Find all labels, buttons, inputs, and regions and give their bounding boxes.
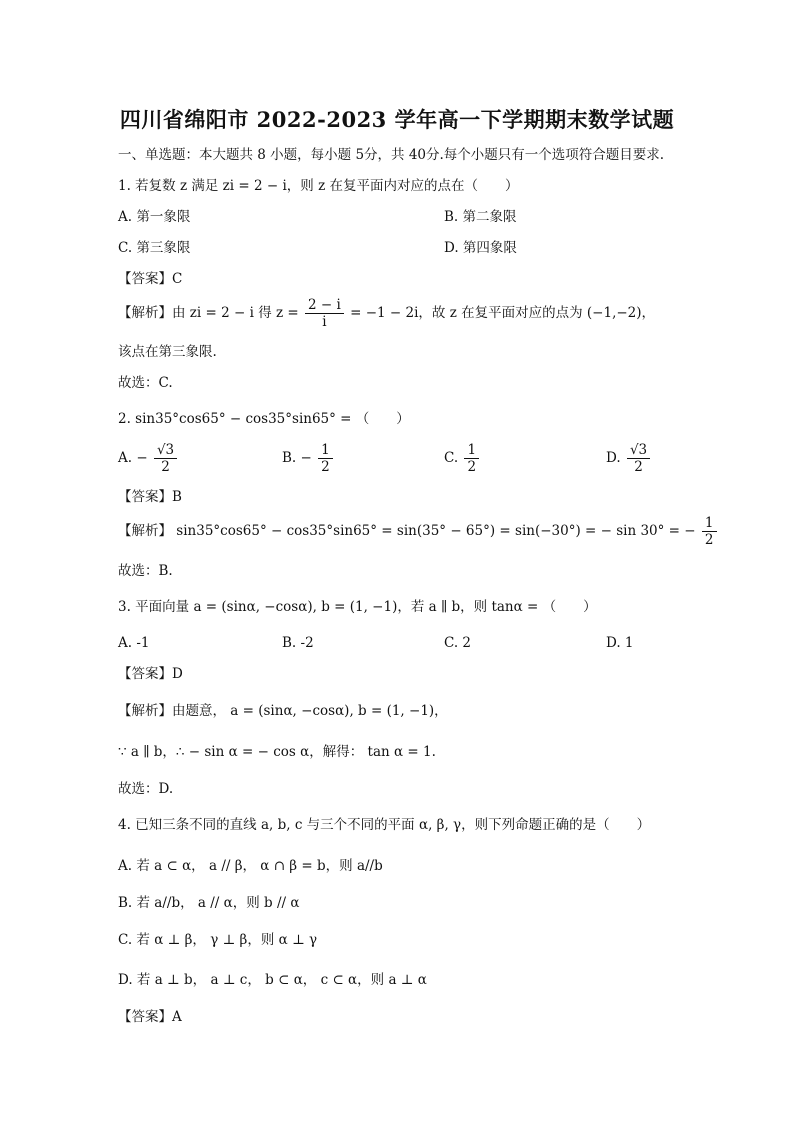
q2-option-b-fraction <box>318 442 333 475</box>
q2-option-c-prefix: C. <box>444 450 459 466</box>
q2-option-d-numerator: √3 <box>627 442 650 459</box>
q4-option-c: C. 若 α ⊥ β， γ ⊥ β，则 α ⊥ γ <box>118 932 318 948</box>
q2-option-d-denominator: 2 <box>634 459 643 475</box>
q1-option-d: D. 第四象限 <box>444 240 517 256</box>
q3-option-d: D. 1 <box>606 635 634 651</box>
q2-option-b-denominator: 2 <box>321 459 330 475</box>
q2-analysis <box>118 514 719 548</box>
q2-option-a-denominator: 2 <box>161 459 170 475</box>
q1-fraction-numerator: 2 − i <box>305 297 344 314</box>
q2-analysis-denominator: 2 <box>704 532 714 548</box>
q1-analysis-prefix: 【解析】由 zi = 2 − i 得 z = <box>118 305 299 321</box>
q2-option-d <box>606 442 652 475</box>
q2-option-b <box>282 442 335 475</box>
q2-option-c <box>444 442 481 475</box>
page-title: 四川省绵阳市 2022-2023 学年高一下学期期末数学试题 <box>119 107 675 132</box>
q3-choose: 故选：D. <box>118 781 174 797</box>
q3-option-a: A. -1 <box>118 635 150 651</box>
q2-answer: 【答案】B <box>118 489 182 505</box>
q3-option-b: B. -2 <box>282 635 314 651</box>
q2-option-d-fraction <box>627 442 650 475</box>
q3-analysis: 【解析】由题意， a = (sinα, −cosα), b = (1, −1)， <box>118 703 448 719</box>
q4-answer: 【答案】A <box>118 1009 182 1025</box>
q2-option-d-prefix: D. <box>606 450 621 466</box>
q2-option-a-prefix: A. − <box>118 450 148 466</box>
q1-fraction-denominator: i <box>322 314 327 330</box>
q1-answer: 【答案】C <box>118 271 183 287</box>
q2-stem: 2. sin35°cos65° − cos35°sin65° = （ ） <box>118 411 410 427</box>
q2-option-c-numerator: 1 <box>464 442 479 459</box>
q1-analysis <box>118 296 655 330</box>
q2-analysis-text: 【解析】 sin35°cos65° − cos35°sin65° = sin(35° − 65°) = sin(−30°) = − sin 30° = − <box>118 523 696 539</box>
q2-analysis-numerator: 1 <box>702 515 717 532</box>
q2-option-a <box>118 442 179 475</box>
q1-choose: 故选：C. <box>118 375 173 391</box>
section-header: 一、单选题：本大题共 8 小题，每小题 5分，共 40分.每个小题只有一个选项符合题目要求. <box>118 147 665 163</box>
q1-option-b: B. 第二象限 <box>444 209 517 225</box>
q4-option-d: D. 若 a ⊥ b， a ⊥ c， b ⊂ α， c ⊂ α，则 a ⊥ α <box>118 972 427 988</box>
q2-choose: 故选：B. <box>118 563 173 579</box>
q3-option-c: C. 2 <box>444 635 472 651</box>
q2-option-b-numerator: 1 <box>318 442 333 459</box>
q1-option-a: A. 第一象限 <box>118 209 191 225</box>
q1-analysis-line2: 该点在第三象限. <box>118 344 217 360</box>
q2-option-b-prefix: B. − <box>282 450 312 466</box>
q3-analysis-line2: ∵ a ∥ b，∴ − sin α = − cos α，解得： tan α = 1. <box>118 744 436 760</box>
q2-analysis-fraction <box>702 515 717 548</box>
q2-option-c-denominator: 2 <box>467 459 477 475</box>
q1-option-c: C. 第三象限 <box>118 240 191 256</box>
q3-answer: 【答案】D <box>118 666 183 682</box>
q4-option-b: B. 若 a//b， a // α，则 b // α <box>118 895 300 911</box>
q1-analysis-fraction <box>305 297 344 330</box>
q1-stem: 1. 若复数 z 满足 zi = 2 − i，则 z 在复平面内对应的点在（ ） <box>118 178 519 194</box>
q4-stem: 4. 已知三条不同的直线 a, b, c 与三个不同的平面 α, β, γ，则下列命题正确的是（ ） <box>118 817 651 833</box>
q2-option-a-numerator: √3 <box>154 442 177 459</box>
q3-stem: 3. 平面向量 a = (sinα, −cosα), b = (1, −1)，若 a ∥ b，则 tanα = （ ） <box>118 599 597 615</box>
q1-analysis-suffix: = −1 − 2i，故 z 在复平面对应的点为 (−1,−2)， <box>350 305 656 321</box>
q2-option-c-fraction <box>464 442 479 475</box>
q2-option-a-fraction <box>154 442 177 475</box>
q4-option-a: A. 若 a ⊂ α， a // β， α ∩ β = b，则 a//b <box>118 858 383 874</box>
